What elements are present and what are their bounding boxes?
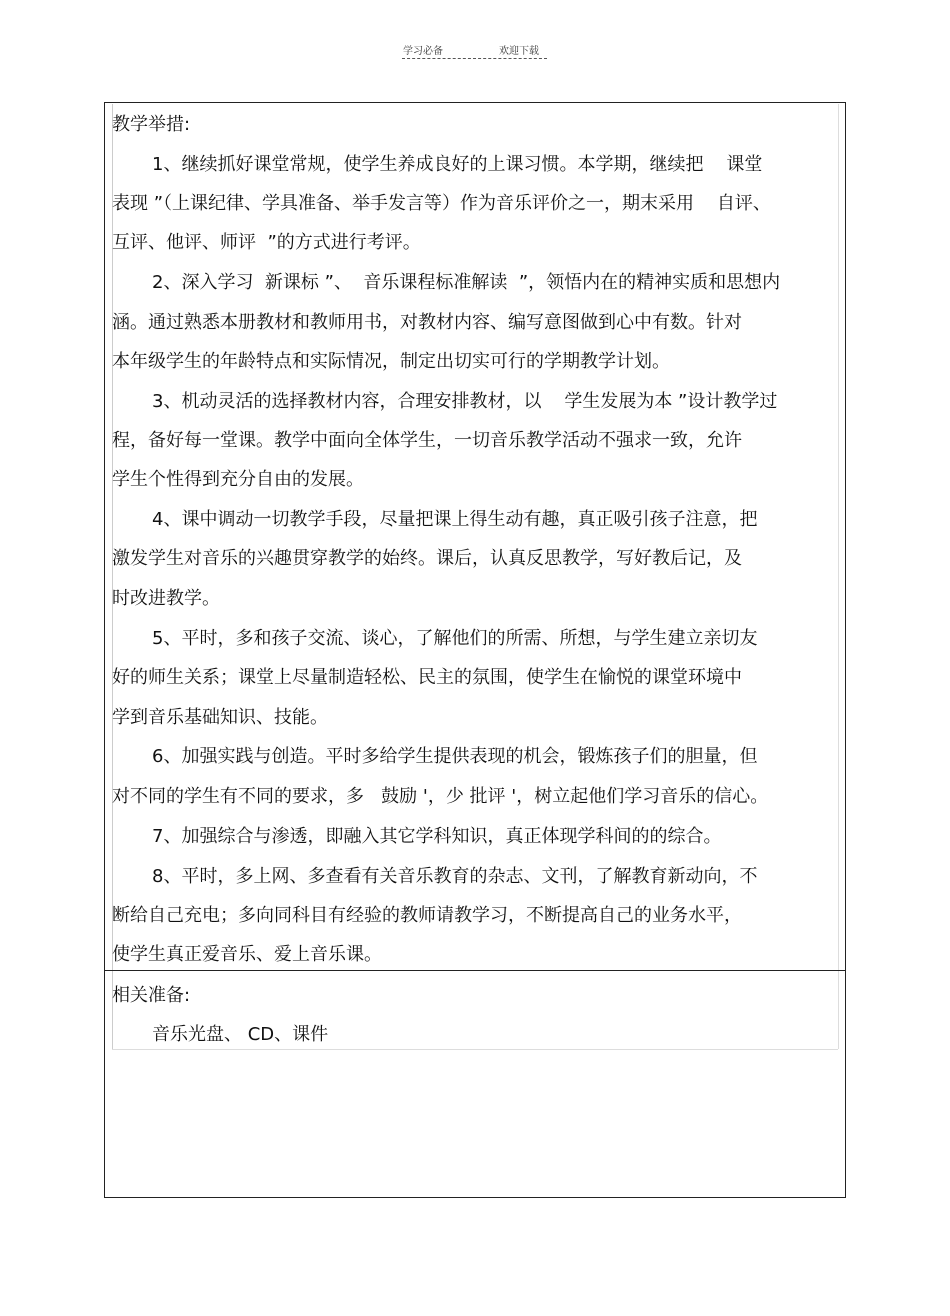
header-left-text: 学习必备 bbox=[403, 46, 443, 57]
measures-line: 1、继续抓好课堂常规，使学生养成良好的上课习惯。本学期，继续把 课堂 bbox=[152, 154, 763, 175]
inner-bottom-border bbox=[112, 1049, 838, 1050]
measures-line: 本年级学生的年龄特点和实际情况，制定出切实可行的学期教学计划。 bbox=[112, 351, 670, 372]
measures-line: 5、平时，多和孩子交流、谈心，了解他们的所需、所想，与学生建立亲切友 bbox=[152, 628, 758, 649]
measures-line: 激发学生对音乐的兴趣贯穿教学的始终。课后，认真反思教学，写好教后记，及 bbox=[112, 548, 742, 569]
page-header bbox=[0, 40, 950, 64]
measures-line: 学生个性得到充分自由的发展。 bbox=[112, 469, 364, 490]
inner-right-border bbox=[838, 104, 839, 1049]
measures-line: 对不同的学生有不同的要求，多 鼓励 '，少 批评 '，树立起他们学习音乐的信心。 bbox=[112, 786, 769, 807]
measures-title: 教学举措: bbox=[112, 114, 191, 135]
measures-line: 表现 ”（上课纪律、学具准备、举手发言等）作为音乐评价之一，期末采用 自评、 bbox=[112, 193, 771, 214]
measures-line: 使学生真正爱音乐、爱上音乐课。 bbox=[112, 944, 382, 965]
measures-line: 程，备好每一堂课。教学中面向全体学生，一切音乐教学活动不强求一致，允许 bbox=[112, 430, 742, 451]
measures-line: 3、机动灵活的选择教材内容，合理安排教材，以 学生发展为本 ”设计教学过 bbox=[152, 391, 778, 412]
measures-line: 学到音乐基础知识、技能。 bbox=[112, 707, 328, 728]
measures-line: 互评、他评、师评 ”的方式进行考评。 bbox=[112, 232, 421, 253]
measures-line: 时改进教学。 bbox=[112, 588, 220, 609]
prep-title: 相关准备: bbox=[112, 985, 191, 1006]
section-divider bbox=[104, 970, 846, 971]
measures-line: 6、加强实践与创造。平时多给学生提供表现的机会，锻炼孩子们的胆量，但 bbox=[152, 746, 758, 767]
measures-line: 涵。通过熟悉本册教材和教师用书，对教材内容、编写意图做到心中有数。针对 bbox=[112, 312, 742, 333]
measures-line: 7、加强综合与渗透，即融入其它学科知识，真正体现学科间的的综合。 bbox=[152, 826, 722, 847]
measures-line: 2、深入学习 新课标 ”、 音乐课程标准解读 ”，领悟内在的精神实质和思想内 bbox=[152, 272, 781, 293]
measures-line: 断给自己充电；多向同科目有经验的教师请教学习，不断提高自己的业务水平， bbox=[112, 905, 742, 926]
measures-line: 好的师生关系；课堂上尽量制造轻松、民主的氛围，使学生在愉悦的课堂环境中 bbox=[112, 667, 742, 688]
header-dashed-rule bbox=[402, 58, 547, 59]
prep-content: 音乐光盘、 CD、课件 bbox=[152, 1024, 329, 1045]
measures-line: 4、课中调动一切教学手段，尽量把课上得生动有趣，真正吸引孩子注意，把 bbox=[152, 509, 758, 530]
header-right-text: 欢迎下载 bbox=[499, 46, 539, 57]
measures-line: 8、平时，多上网、多查看有关音乐教育的杂志、文刊，了解教育新动向，不 bbox=[152, 866, 758, 887]
